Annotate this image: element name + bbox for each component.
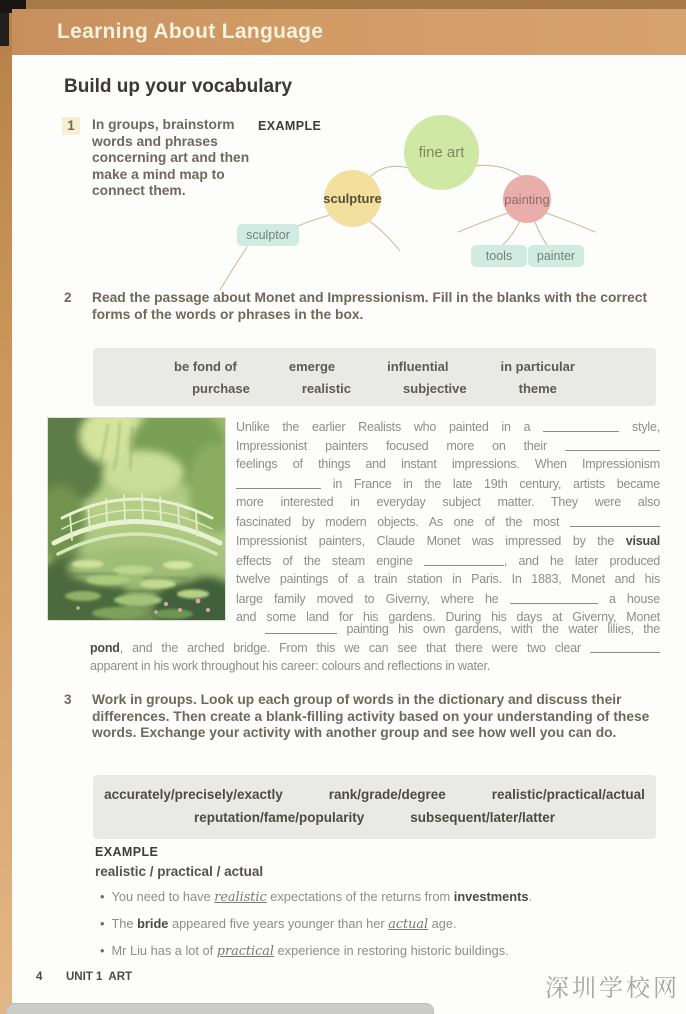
passage-line: apparent in his work throughout his career: colours and reflections in water. bbox=[90, 659, 491, 674]
section-title: Build up your vocabulary bbox=[64, 76, 293, 97]
example-sentence-text: You need to have realistic expectations of the returns from investments. bbox=[111, 889, 533, 905]
bold-word: bride bbox=[137, 916, 169, 931]
word-box-item: reputation/fame/popularity bbox=[193, 810, 365, 825]
mindmap-node-label: fine art bbox=[418, 144, 465, 161]
word-box-item: rank/grade/degree bbox=[328, 787, 446, 802]
fill-in-blank bbox=[424, 554, 504, 566]
word-box-exercise-3 bbox=[93, 775, 656, 839]
word-box-row bbox=[93, 381, 656, 396]
word-box-item: realistic bbox=[301, 381, 352, 396]
monet-painting-image bbox=[48, 418, 225, 620]
header-bar bbox=[12, 9, 686, 55]
mindmap-leaf-label: painter bbox=[536, 249, 576, 263]
passage-text-continued bbox=[90, 621, 660, 678]
passage-line: feelings of things and instant impressions. When Impressionism bbox=[236, 457, 660, 472]
word-box-item: realistic/practical/actual bbox=[491, 787, 645, 802]
exercise-3-instruction: Work in groups. Look up each group of words in the dictionary and discuss their differences. Then create a blank-filling activity based on your understanding of these words. Exchange your activity with another group and see how well you can do. bbox=[92, 692, 650, 741]
passage-line: pond, and the arched bridge. From this we can see that there were two clear bbox=[90, 640, 660, 659]
fill-in-blank bbox=[590, 641, 660, 653]
passage-line: more interested in everyday subject matter. They were also bbox=[236, 495, 660, 510]
passage-line: effects of the steam engine , and he later produced bbox=[236, 553, 660, 568]
mind-map bbox=[210, 110, 680, 302]
exercise-3-number: 3 bbox=[64, 692, 72, 707]
bullet-icon: • bbox=[100, 889, 105, 904]
scan-bottom-edge bbox=[6, 1003, 434, 1014]
example-label-3: EXAMPLE bbox=[95, 845, 159, 859]
word-box-item: theme bbox=[518, 381, 557, 396]
word-box-row bbox=[93, 359, 656, 374]
bullet-icon: • bbox=[100, 943, 105, 958]
passage-line: in France in the late 19th century, artists became bbox=[236, 476, 660, 495]
fill-in-blank bbox=[543, 420, 619, 432]
mindmap-leaf-label: sculptor bbox=[246, 228, 290, 242]
fill-in-blank bbox=[510, 592, 598, 604]
word-box-item: subjective bbox=[403, 381, 467, 396]
word-box-exercise-2 bbox=[93, 348, 656, 406]
passage-line: twelve paintings of a train station in Paris. In 1883, Monet and his bbox=[236, 571, 660, 586]
bullet-icon: • bbox=[100, 916, 105, 931]
exercise-2-number: 2 bbox=[64, 290, 72, 305]
mindmap-node-sculpture bbox=[324, 170, 381, 227]
fill-in-blank bbox=[265, 622, 337, 634]
word-box-item: emerge bbox=[288, 359, 336, 374]
mindmap-leaf-label: tools bbox=[485, 249, 513, 263]
underlined-word: actual bbox=[388, 917, 429, 932]
page-title: Learning About Language bbox=[57, 20, 324, 43]
passage-line: Impressionist painters, Claude Monet was impressed by the visual bbox=[236, 533, 660, 548]
mindmap-leaf-sculptor bbox=[237, 224, 299, 246]
example-sentence bbox=[100, 943, 660, 959]
underlined-word: practical bbox=[216, 944, 274, 959]
exercise-2-instruction: Read the passage about Monet and Impressionism. Fill in the blanks with the correct forms of the words or phrases in the box. bbox=[92, 290, 648, 322]
example-sentence bbox=[100, 916, 660, 932]
mindmap-node-painting bbox=[503, 175, 551, 223]
word-box-row bbox=[93, 787, 656, 802]
page-number: 4 bbox=[36, 971, 43, 983]
watermark-text: 深圳学校网 bbox=[545, 974, 680, 1002]
bold-word: investments bbox=[453, 889, 529, 904]
word-box-item: accurately/precisely/exactly bbox=[104, 787, 283, 802]
example-sentence-text: Mr Liu has a lot of practical experience in restoring historic buildings. bbox=[111, 943, 509, 959]
example-sentence-text: The bride appeared five years younger than her actual age. bbox=[111, 916, 457, 932]
fill-in-blank bbox=[570, 515, 660, 527]
word-box-item: subsequent/later/latter bbox=[410, 810, 556, 825]
mindmap-leaf-painter bbox=[528, 245, 584, 267]
exercise-1-number: 1 bbox=[62, 117, 80, 135]
mindmap-leaf-tools bbox=[471, 245, 527, 267]
example-word-group: realistic / practical / actual bbox=[95, 864, 264, 879]
fill-in-blank bbox=[236, 477, 321, 489]
word-box-item: influential bbox=[387, 359, 449, 374]
passage-line: Unlike the earlier Realists who painted in a style, bbox=[236, 420, 660, 434]
page-spine-edge bbox=[0, 0, 12, 1014]
example-sentence bbox=[100, 889, 660, 905]
word-box-item: purchase bbox=[192, 381, 250, 396]
unit-label: UNIT 1 ART bbox=[66, 971, 133, 983]
passage-line: and some land for his gardens. During his days at Giverny, Monet bbox=[236, 609, 660, 624]
passage-text bbox=[236, 419, 660, 629]
mindmap-node-label: painting bbox=[504, 191, 550, 207]
passage-line: Impressionist painters focused more on their bbox=[236, 438, 660, 457]
mindmap-node-label: sculpture bbox=[323, 191, 382, 206]
page-top-edge bbox=[0, 0, 686, 9]
bold-word: pond bbox=[90, 641, 120, 656]
passage-line: large family moved to Giverny, where he a house bbox=[236, 591, 660, 606]
word-box-item: be fond of bbox=[174, 359, 237, 374]
example-label-1: EXAMPLE bbox=[258, 119, 322, 133]
exercise-1-instruction: In groups, brainstorm words and phrases concerning art and then make a mind map to connect them. bbox=[92, 117, 250, 199]
fill-in-blank bbox=[565, 439, 660, 451]
bold-word: visual bbox=[625, 533, 660, 548]
word-box-row bbox=[93, 810, 656, 825]
word-box-item: in particular bbox=[500, 359, 575, 374]
passage-line: fascinated by modern objects. As one of the most bbox=[236, 514, 660, 533]
passage-line: painting his own gardens, with the water lilies, the bbox=[265, 621, 660, 640]
mindmap-node-fine-art bbox=[404, 115, 479, 190]
underlined-word: realistic bbox=[214, 890, 267, 905]
